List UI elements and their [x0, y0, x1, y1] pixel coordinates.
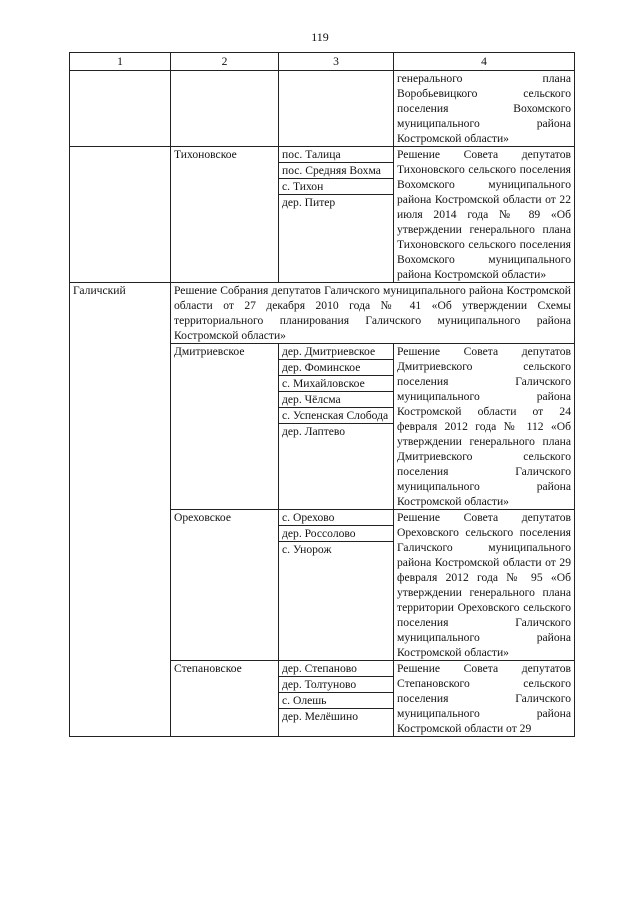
decision-cell: генерального плана Воробьевицкого сельского поселения Вохомского муниципального района Костромской области» — [394, 71, 575, 147]
decision-cell: Решение Совета депутатов Степановского сельского поселения Галичского муниципального района Костромской области от 29 — [394, 661, 575, 737]
column-header: 1 — [70, 53, 171, 71]
locality-item: с. Тихон — [279, 179, 393, 195]
locality-item: с. Орехово — [279, 510, 393, 526]
localities-list — [279, 344, 393, 439]
locality-item: с. Успенская Слобода — [279, 408, 393, 424]
locality-item: дер. Чёлсма — [279, 392, 393, 408]
settlement-name: Дмитриевское — [171, 344, 279, 510]
decision-cell: Решение Совета депутатов Тихоновского сельского поселения Вохомского муниципального района Костромской области от 22 июля 2014 года № 89 «Об утверждении генерального плана Тихоновского сельского поселения Вохомского муниципального района Костромской области» — [394, 147, 575, 283]
locality-item: дер. Мелёшино — [282, 710, 359, 723]
column-header: 3 — [279, 53, 394, 71]
decision-cell: Решение Совета депутатов Ореховского сельского поселения Галичского муниципального района Костромской области от 29 февраля 2012 года № 95 «Об утверждении генерального плана территории Ореховского сельского поселения Галичского муниципального района Костромской области» — [394, 510, 575, 661]
district-decision: Решение Собрания депутатов Галичского муниципального района Костромской области от 27 декабря 2010 года № 41 «Об утверждении Схемы территориального планирования Галичского муниципального района Костромской области» — [171, 283, 575, 344]
table-row — [70, 283, 575, 344]
district-name: Галичский — [70, 283, 171, 737]
localities-list — [279, 661, 393, 724]
table-header-row — [70, 53, 575, 71]
table-row — [70, 147, 575, 283]
settlements-table — [69, 52, 575, 737]
page-number: 119 — [311, 30, 329, 44]
locality-item: с. Унорож — [282, 543, 332, 556]
table-row — [70, 71, 575, 147]
column-header: 4 — [394, 53, 575, 71]
locality-item: с. Михайловское — [279, 376, 393, 392]
localities-list — [279, 510, 393, 557]
locality-item: дер. Фоминское — [279, 360, 393, 376]
settlement-name: Степановское — [171, 661, 279, 737]
locality-item: дер. Степаново — [279, 661, 393, 677]
settlement-name: Ореховское — [171, 510, 279, 661]
locality-item: дер. Россолово — [279, 526, 393, 542]
locality-item: дер. Лаптево — [282, 425, 346, 438]
locality-item: дер. Питер — [282, 196, 336, 209]
locality-item: дер. Толтуново — [279, 677, 393, 693]
localities-list — [279, 147, 393, 210]
settlement-name: Тихоновское — [171, 147, 279, 283]
decision-cell: Решение Совета депутатов Дмитриевского сельского поселения Галичского муниципального района Костромской области от 24 февраля 2012 года № 112 «Об утверждении генерального плана Дмитриевского сельского поселения Галичского муниципального района Костромской области» — [394, 344, 575, 510]
locality-item: дер. Дмитриевское — [279, 344, 393, 360]
column-header: 2 — [171, 53, 279, 71]
locality-item: пос. Талица — [279, 147, 393, 163]
locality-item: пос. Средняя Вохма — [279, 163, 393, 179]
locality-item: с. Олешь — [279, 693, 393, 709]
